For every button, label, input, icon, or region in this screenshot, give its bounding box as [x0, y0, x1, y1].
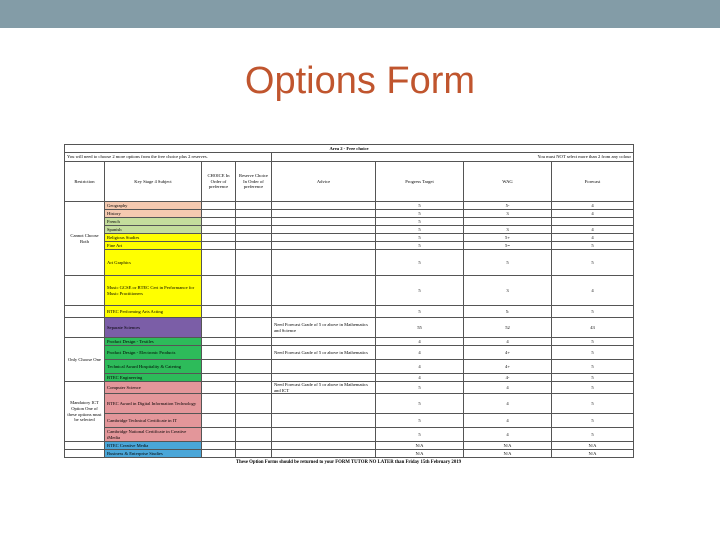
- choice-input[interactable]: [202, 210, 236, 218]
- instruction-left: You will need to choose 2 more options from the free choice plus 2 reserves.: [65, 153, 272, 162]
- subject-name: Geography: [105, 202, 202, 210]
- choice-input[interactable]: [202, 414, 236, 428]
- choice-input[interactable]: [202, 234, 236, 242]
- header-wag: WAG: [464, 162, 552, 202]
- forecast-value: 5: [552, 394, 634, 414]
- header-forecast: Forecast: [552, 162, 634, 202]
- forecast-value: 5: [552, 360, 634, 374]
- subject-row: [65, 318, 634, 338]
- progress-target: 5: [376, 394, 464, 414]
- header-reserve: Reserve Choice In Order of preference: [236, 162, 272, 202]
- forecast-value: 5: [552, 242, 634, 250]
- reserve-input[interactable]: [236, 218, 272, 226]
- subject-row: [65, 306, 634, 318]
- advice-text: [272, 242, 376, 250]
- wag-value: 4+: [464, 360, 552, 374]
- advice-text: [272, 306, 376, 318]
- progress-target: 5: [376, 250, 464, 276]
- reserve-input[interactable]: [236, 234, 272, 242]
- progress-target: N/A: [376, 450, 464, 458]
- progress-target: N/A: [376, 442, 464, 450]
- choice-input[interactable]: [202, 318, 236, 338]
- restriction-label: [65, 318, 105, 338]
- wag-value: 5: [464, 250, 552, 276]
- choice-input[interactable]: [202, 442, 236, 450]
- wag-value: 4: [464, 428, 552, 442]
- reserve-input[interactable]: [236, 318, 272, 338]
- forecast-value: 4: [552, 276, 634, 306]
- restriction-label: [65, 276, 105, 306]
- wag-value: 3: [464, 226, 552, 234]
- advice-text: [272, 428, 376, 442]
- advice-text: Need Forecast Grade of 5 or above in Mathematics and Science: [272, 318, 376, 338]
- choice-input[interactable]: [202, 394, 236, 414]
- subject-row: [65, 394, 634, 414]
- subject-name: BTEC Performing Arts Acting: [105, 306, 202, 318]
- subject-row: [65, 250, 634, 276]
- advice-text: Need Forecast Grade of 5 or above in Mathematics: [272, 346, 376, 360]
- reserve-input[interactable]: [236, 374, 272, 382]
- subject-row: [65, 210, 634, 218]
- choice-input[interactable]: [202, 360, 236, 374]
- forecast-value: 4: [552, 202, 634, 210]
- progress-target: 5: [376, 242, 464, 250]
- advice-text: [272, 414, 376, 428]
- restriction-label: Mandatory ICT Option One of these options must be selected: [65, 382, 105, 442]
- forecast-value: N/A: [552, 450, 634, 458]
- subject-name: Product Design - Textiles: [105, 338, 202, 346]
- header-progress: Progress Target: [376, 162, 464, 202]
- choice-input[interactable]: [202, 306, 236, 318]
- subject-name: BTEC Engineering: [105, 374, 202, 382]
- choice-input[interactable]: [202, 450, 236, 458]
- subject-name: Business & Enterprise Studies: [105, 450, 202, 458]
- advice-text: [272, 218, 376, 226]
- subject-row: [65, 242, 634, 250]
- wag-value: 4: [464, 394, 552, 414]
- slide-title: Options Form: [244, 60, 476, 102]
- subject-row: [65, 450, 634, 458]
- forecast-value: [552, 218, 634, 226]
- forecast-value: 5: [552, 428, 634, 442]
- subject-name: Technical Award Hospitality & Catering: [105, 360, 202, 374]
- forecast-value: 5: [552, 250, 634, 276]
- choice-input[interactable]: [202, 242, 236, 250]
- wag-value: 4+: [464, 346, 552, 360]
- advice-text: [272, 210, 376, 218]
- subject-row: [65, 218, 634, 226]
- progress-target: 5: [376, 210, 464, 218]
- reserve-input[interactable]: [236, 242, 272, 250]
- header-restriction: Restriction: [65, 162, 105, 202]
- subject-name: Religious Studies: [105, 234, 202, 242]
- restriction-label: [65, 306, 105, 318]
- choice-input[interactable]: [202, 276, 236, 306]
- advice-text: [272, 442, 376, 450]
- progress-target: 55: [376, 318, 464, 338]
- progress-target: 5: [376, 382, 464, 394]
- reserve-input[interactable]: [236, 442, 272, 450]
- choice-input[interactable]: [202, 338, 236, 346]
- header-subject: Key Stage 4 Subject: [105, 162, 202, 202]
- subject-row: [65, 360, 634, 374]
- choice-input[interactable]: [202, 382, 236, 394]
- options-table: [64, 144, 634, 458]
- wag-value: 5-: [464, 202, 552, 210]
- choice-input[interactable]: [202, 346, 236, 360]
- subject-name: Cambridge National Certificate in Creative iMedia: [105, 428, 202, 442]
- choice-input[interactable]: [202, 218, 236, 226]
- progress-target: 5: [376, 414, 464, 428]
- area-title: Area 2 - Free choice: [65, 145, 634, 153]
- reserve-input[interactable]: [236, 382, 272, 394]
- subject-name: BTEC Creative Media: [105, 442, 202, 450]
- wag-value: 4-: [464, 374, 552, 382]
- choice-input[interactable]: [202, 202, 236, 210]
- wag-value: 52: [464, 318, 552, 338]
- forecast-value: 5: [552, 306, 634, 318]
- subject-row: [65, 338, 634, 346]
- wag-value: 4: [464, 414, 552, 428]
- subject-name: BTEC Award in Digital Information Technology: [105, 394, 202, 414]
- reserve-input[interactable]: [236, 250, 272, 276]
- subject-name: Cambridge Technical Certificate in IT: [105, 414, 202, 428]
- progress-target: 4: [376, 338, 464, 346]
- top-accent-bar: [0, 0, 720, 28]
- progress-target: 5: [376, 306, 464, 318]
- forecast-value: 5: [552, 346, 634, 360]
- wag-value: 5=: [464, 242, 552, 250]
- choice-input[interactable]: [202, 250, 236, 276]
- header-advice: Advice: [272, 162, 376, 202]
- wag-value: N/A: [464, 450, 552, 458]
- forecast-value: 4: [552, 234, 634, 242]
- choice-input[interactable]: [202, 374, 236, 382]
- progress-target: 5: [376, 202, 464, 210]
- reserve-input[interactable]: [236, 306, 272, 318]
- reserve-input[interactable]: [236, 346, 272, 360]
- reserve-input[interactable]: [236, 210, 272, 218]
- subject-row: [65, 234, 634, 242]
- instruction-right: You must NOT select more than 2 from any colour: [272, 153, 634, 162]
- advice-text: [272, 234, 376, 242]
- subject-row: [65, 202, 634, 210]
- advice-text: [272, 338, 376, 346]
- options-form: [64, 144, 633, 500]
- subject-row: [65, 382, 634, 394]
- progress-target: 4: [376, 374, 464, 382]
- wag-value: 3: [464, 276, 552, 306]
- advice-text: [272, 276, 376, 306]
- reserve-input[interactable]: [236, 338, 272, 346]
- subject-name: Spanish: [105, 226, 202, 234]
- advice-text: [272, 226, 376, 234]
- forecast-value: 5: [552, 374, 634, 382]
- reserve-input[interactable]: [236, 276, 272, 306]
- progress-target: 5: [376, 226, 464, 234]
- wag-value: [464, 218, 552, 226]
- restriction-label: [65, 450, 105, 458]
- subject-row: [65, 346, 634, 360]
- reserve-input[interactable]: [236, 360, 272, 374]
- subject-name: Music GCSE or BTEC Cert in Performance for Music Practitioners: [105, 276, 202, 306]
- subject-name: Separate Sciences: [105, 318, 202, 338]
- progress-target: 5: [376, 428, 464, 442]
- advice-text: [272, 202, 376, 210]
- reserve-input[interactable]: [236, 414, 272, 428]
- reserve-input[interactable]: [236, 428, 272, 442]
- wag-value: 4: [464, 382, 552, 394]
- reserve-input[interactable]: [236, 450, 272, 458]
- advice-text: [272, 360, 376, 374]
- wag-value: 5:: [464, 306, 552, 318]
- restriction-label: [65, 442, 105, 450]
- choice-input[interactable]: [202, 428, 236, 442]
- wag-value: 3: [464, 210, 552, 218]
- subject-name: French: [105, 218, 202, 226]
- restriction-label: Only Choose One: [65, 338, 105, 382]
- advice-text: [272, 374, 376, 382]
- reserve-input[interactable]: [236, 394, 272, 414]
- subject-row: [65, 414, 634, 428]
- reserve-input[interactable]: [236, 226, 272, 234]
- forecast-value: 5: [552, 414, 634, 428]
- form-footer: These Option Forms should be returned to your FORM TUTOR NO LATER than Friday 15th February 2019: [235, 460, 462, 466]
- progress-target: 5: [376, 218, 464, 226]
- subject-name: Art Graphics: [105, 250, 202, 276]
- reserve-input[interactable]: [236, 202, 272, 210]
- forecast-value: 5: [552, 382, 634, 394]
- subject-name: Product Design - Electronic Products: [105, 346, 202, 360]
- header-choice: CHOICE In Order of preference: [202, 162, 236, 202]
- subject-name: Fine Art: [105, 242, 202, 250]
- progress-target: 5: [376, 276, 464, 306]
- subject-row: [65, 428, 634, 442]
- subject-name: History: [105, 210, 202, 218]
- progress-target: 5: [376, 234, 464, 242]
- advice-text: [272, 450, 376, 458]
- progress-target: 4: [376, 346, 464, 360]
- wag-value: N/A: [464, 442, 552, 450]
- forecast-value: 43: [552, 318, 634, 338]
- wag-value: 5+: [464, 234, 552, 242]
- subject-row: [65, 374, 634, 382]
- forecast-value: 4: [552, 226, 634, 234]
- choice-input[interactable]: [202, 226, 236, 234]
- subject-row: [65, 226, 634, 234]
- subject-name: Computer Science: [105, 382, 202, 394]
- forecast-value: N/A: [552, 442, 634, 450]
- advice-text: [272, 250, 376, 276]
- progress-target: 4: [376, 360, 464, 374]
- wag-value: 4: [464, 338, 552, 346]
- restriction-label: Cannot Choose Both: [65, 202, 105, 276]
- subject-row: [65, 442, 634, 450]
- advice-text: [272, 394, 376, 414]
- forecast-value: 5: [552, 338, 634, 346]
- advice-text: Need Forecast Grade of 5 or above in Mathematics and ICT: [272, 382, 376, 394]
- forecast-value: 4: [552, 210, 634, 218]
- subject-row: [65, 276, 634, 306]
